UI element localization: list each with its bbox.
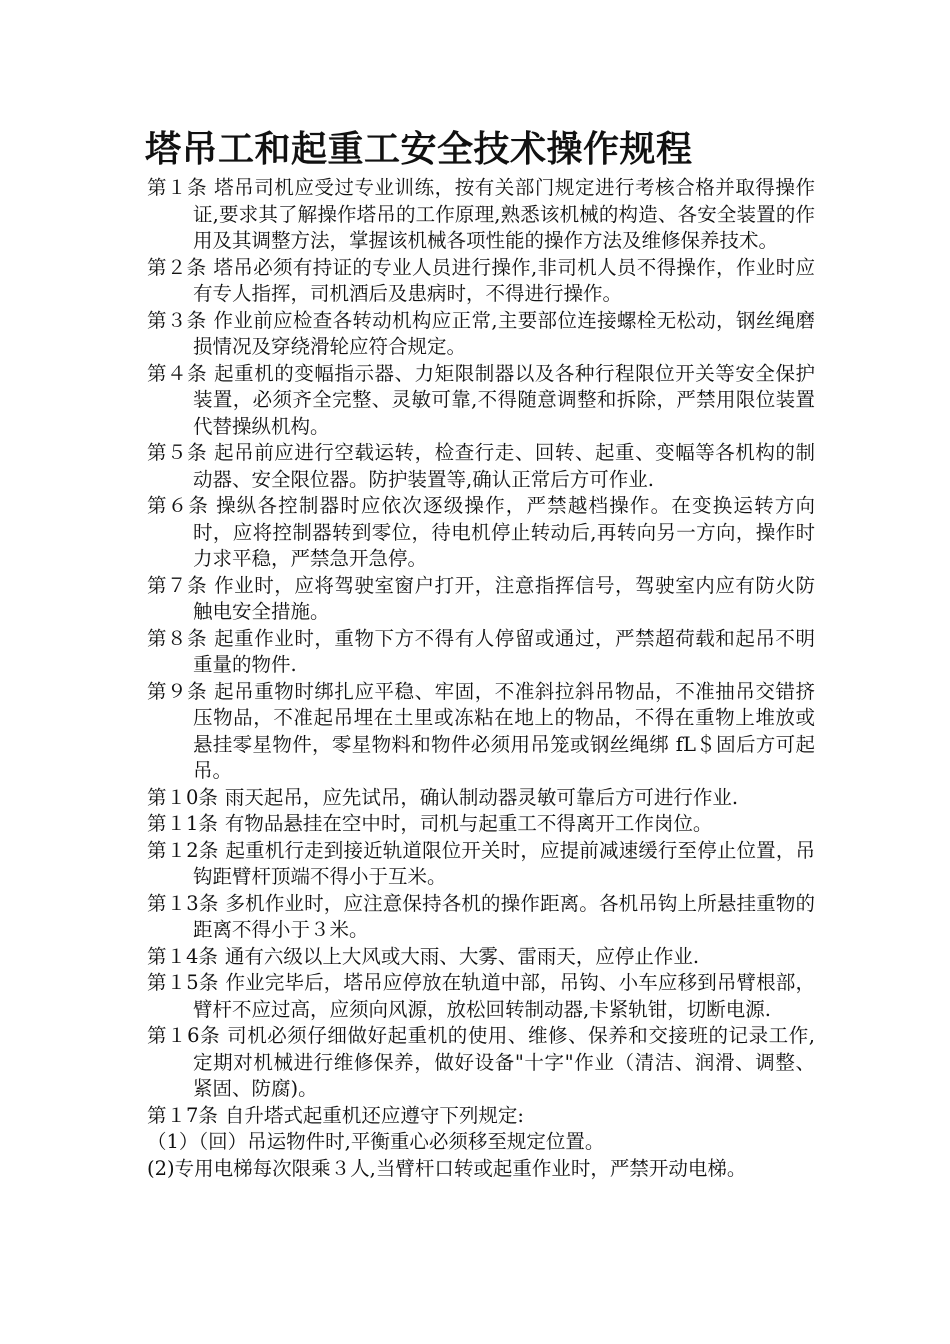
- article-number: 第５条: [147, 441, 208, 464]
- article-number: 第２条: [147, 255, 207, 279]
- article-12: [147, 838, 815, 891]
- article-text: 操纵各控制器时应依次逐级操作，严禁越档操作。在变换运转方向时，应将控制器转到零位，待电机停止转动后,再转向另一方向，操作时力求平稳，严禁急开急停。: [193, 494, 815, 570]
- article-number: 第１条: [147, 176, 208, 199]
- article-number: 第１2条: [147, 838, 219, 862]
- article-text: 通有六级以上大风或大雨、大雾、雷雨天，应停止作业.: [224, 944, 700, 968]
- article-text: 作业完毕后，塔吊应停放在轨道中部，吊钩、小车应移到吊臂根部，臂杆不应过高，应须向风源，放松回转制动器,卡紧轨钳，切断电源.: [193, 971, 815, 1021]
- article-2: [147, 255, 815, 308]
- article-1: [147, 175, 815, 255]
- article-8: [147, 626, 815, 679]
- article-16: [147, 1023, 815, 1103]
- article-text: 起重机的变幅指示器、力矩限制器以及各种行程限位开关等安全保护装置，必须齐全完整、灵敏可靠,不得随意调整和拆除，严禁用限位装置代替操纵机构。: [193, 361, 815, 438]
- article-text: 多机作业时，应注意保持各机的操作距离。各机吊钩上所悬挂重物的距离不得小于３米。: [193, 891, 815, 941]
- article-number: 第１5条: [147, 971, 219, 994]
- article-4: [147, 361, 815, 441]
- article-text: 有物品悬挂在空中时，司机与起重工不得离开工作岗位。: [224, 812, 713, 835]
- article-text: 雨天起吊，应先试吊，确认制动器灵敏可靠后方可进行作业.: [224, 785, 739, 809]
- article-text: 起重作业时，重物下方不得有人停留或通过，严禁超荷载和起吊不明重量的物件.: [193, 626, 815, 676]
- article-11: [147, 811, 815, 838]
- article-13: [147, 891, 815, 944]
- article-text: 塔吊司机应受过专业训练，按有关部门规定进行考核合格并取得操作证,要求其了解操作塔吊的工作原理,熟悉该机械的构造、各安全装置的作用及其调整方法，掌握该机械各项性能的操作方法及维修保养技术。: [193, 176, 815, 252]
- article-number: 第９条: [147, 679, 208, 703]
- article-9: [147, 679, 815, 785]
- article-number: 第６条: [147, 494, 210, 517]
- article-number: 第４条: [147, 361, 208, 385]
- article-3: [147, 308, 815, 361]
- article-text: 塔吊必须有持证的专业人员进行操作,非司机人员不得操作，作业时应有专人指挥，司机酒后及患病时，不得进行操作。: [193, 255, 815, 305]
- sub-item-2: (2)专用电梯每次限乘３人,当臂杆口转或起重作业时，严禁开动电梯。: [147, 1156, 747, 1180]
- article-number: 第８条: [147, 626, 208, 650]
- article-number: 第１3条: [147, 891, 219, 915]
- article-number: 第７条: [147, 573, 208, 597]
- article-number: 第１7条: [147, 1103, 218, 1127]
- article-text: 起吊重物时绑扎应平稳、牢固，不准斜拉斜吊物品，不准抽吊交错挤压物品，不准起吊埋在土里或冻粘在地上的物品，不得在重物上堆放或悬挂零星物件，零星物料和物件必须用吊笼或钢丝绳绑 fL＄固后方可起吊。: [193, 679, 815, 782]
- article-number: 第３条: [147, 308, 207, 332]
- article-14: [147, 944, 815, 971]
- article-number: 第１4条: [147, 944, 218, 968]
- article-text: 作业时，应将驾驶室窗户打开，注意指挥信号，驾驶室内应有防火防触电安全措施。: [193, 573, 815, 623]
- article-15: [147, 970, 815, 1023]
- sub-item-1: （1）（回）吊运物件时,平衡重心必须移至规定位置。: [147, 1130, 605, 1153]
- article-text: 自升塔式起重机还应遵守下列规定:: [224, 1103, 524, 1127]
- article-17: [147, 1103, 815, 1130]
- article-number: 第１0条: [147, 785, 218, 809]
- article-7: [147, 573, 815, 626]
- article-5: [147, 440, 815, 493]
- article-number: 第１1条: [147, 812, 218, 835]
- article-text: 作业前应检查各转动机构应正常,主要部位连接螺栓无松动，钢丝绳磨损情况及穿绕滑轮应符合规定。: [193, 308, 815, 358]
- article-10: [147, 785, 815, 812]
- article-text: 起重机行走到接近轨道限位开关时，应提前减速缓行至停止位置，吊钩距臂杆顶端不得小于互米。: [193, 838, 815, 888]
- article-text: 起吊前应进行空载运转，检查行走、回转、起重、变幅等各机构的制动器、安全限位器。防护装置等,确认正常后方可作业.: [193, 441, 815, 491]
- document-body: [147, 175, 815, 1182]
- article-number: 第１6条: [147, 1024, 221, 1047]
- document-title: 塔吊工和起重工安全技术操作规程: [145, 129, 693, 170]
- article-6: [147, 493, 815, 573]
- article-text: 司机必须仔细做好起重机的使用、维修、保养和交接班的记录工作,定期对机械进行维修保养，做好设备"十字"作业（清洁、润滑、调整、紧固、防腐)。: [193, 1024, 815, 1100]
